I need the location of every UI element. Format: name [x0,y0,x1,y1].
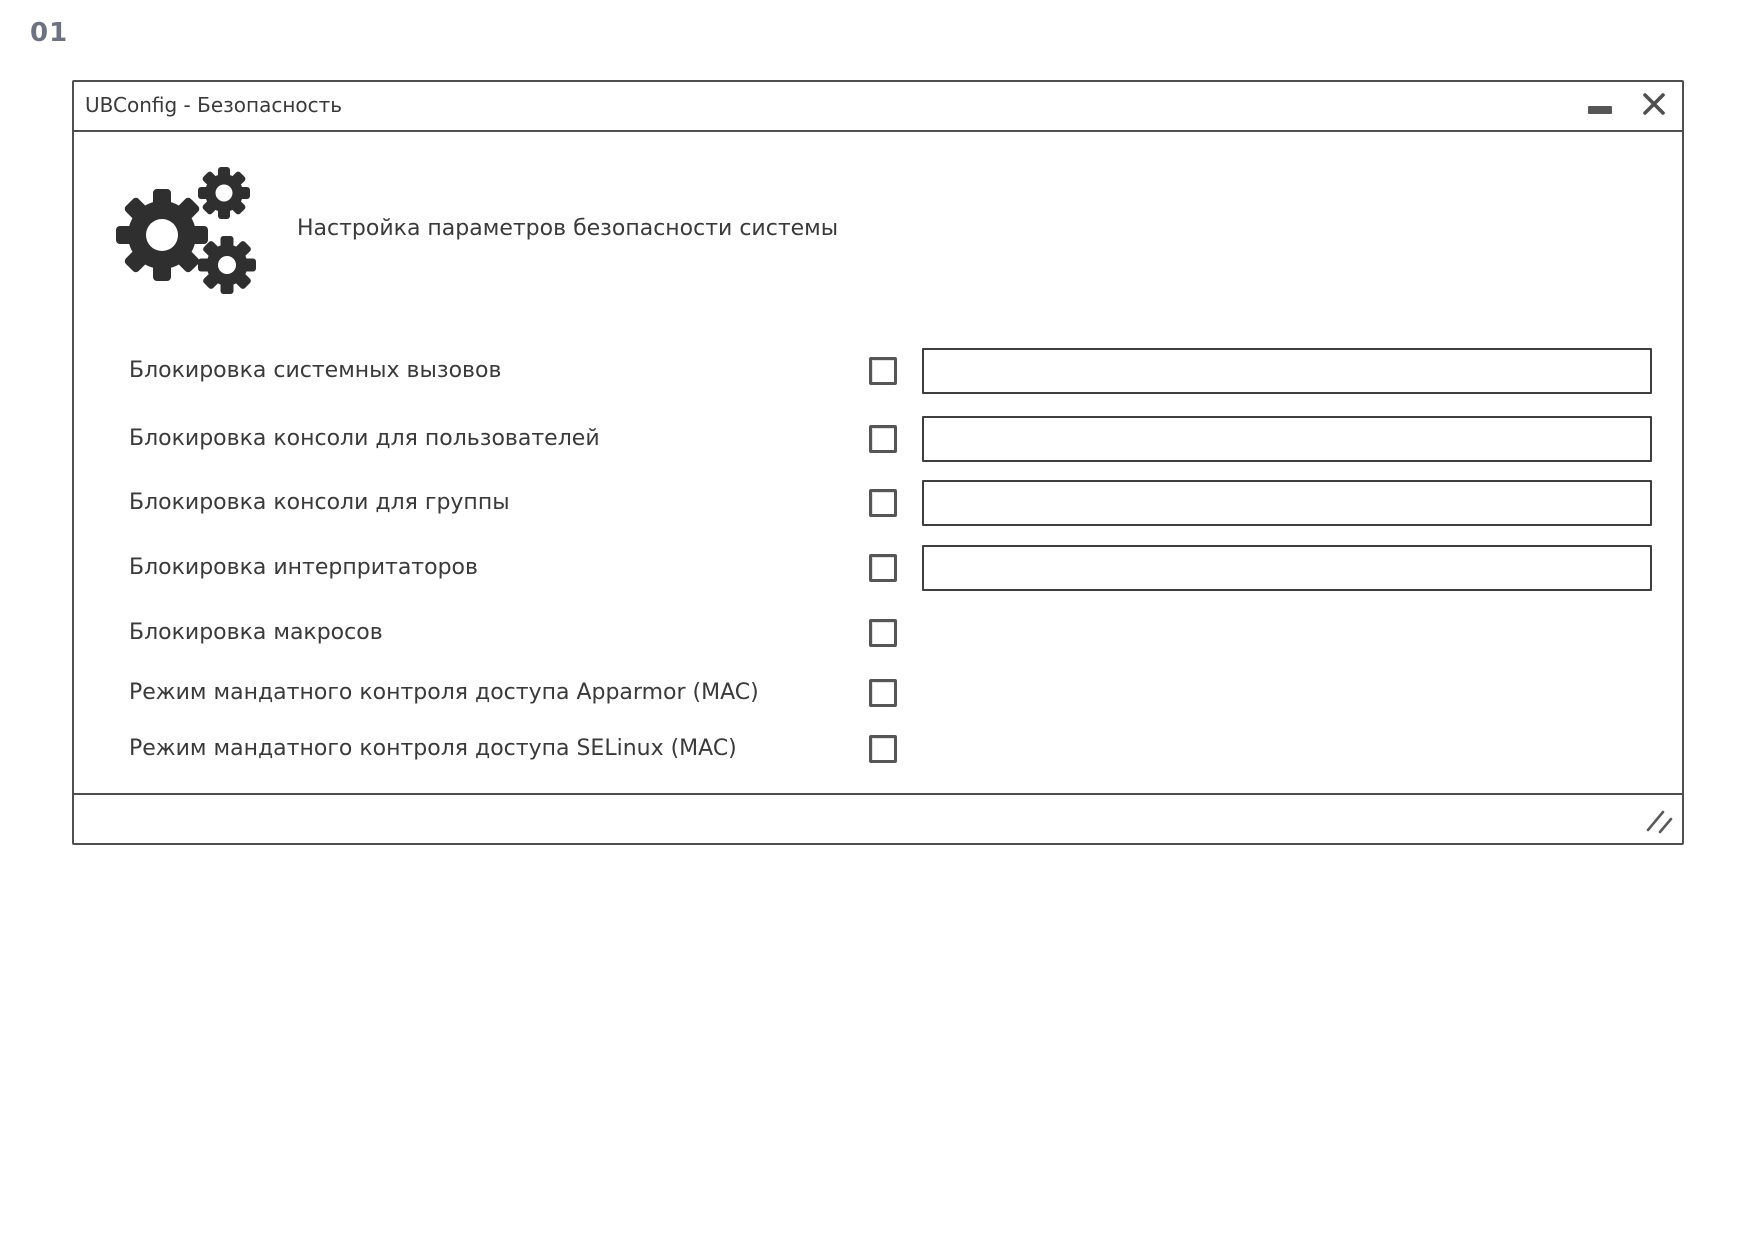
text-input[interactable] [922,348,1652,394]
setting-label: Блокировка интерпритаторов [129,555,478,580]
window-content [74,132,1682,793]
checkbox[interactable] [869,619,897,647]
minimize-button[interactable] [1584,102,1618,118]
text-input[interactable] [922,480,1652,526]
resize-grip-icon[interactable] [1646,809,1673,834]
settings-row [129,669,1652,717]
settings-row [129,415,1652,463]
minimize-icon [1588,106,1612,114]
window-title: UBConfig - Безопасность [85,93,343,117]
setting-label: Блокировка консоли для пользователей [129,426,600,451]
checkbox[interactable] [869,679,897,707]
close-icon [1638,88,1670,120]
settings-row [129,544,1652,592]
checkbox[interactable] [869,425,897,453]
slide-number-label: 01 [30,18,69,48]
setting-label: Блокировка системных вызовов [129,358,502,383]
checkbox[interactable] [869,489,897,517]
settings-row [129,725,1652,773]
setting-label: Режим мандатного контроля доступа Apparmor (MAC) [129,680,759,705]
window-statusbar [74,793,1682,843]
close-button[interactable] [1638,88,1670,120]
text-input[interactable] [922,416,1652,462]
checkbox[interactable] [869,357,897,385]
settings-row [129,479,1652,527]
settings-row [129,347,1652,395]
gears-icon [112,160,262,302]
settings-row [129,609,1652,657]
checkbox[interactable] [869,735,897,763]
setting-label: Блокировка макросов [129,620,383,645]
setting-label: Блокировка консоли для группы [129,490,510,515]
dialog-heading: Настройка параметров безопасности системы [297,216,839,241]
setting-label: Режим мандатного контроля доступа SELinux (MAC) [129,736,737,761]
ubconfig-window [72,80,1684,845]
checkbox[interactable] [869,554,897,582]
text-input[interactable] [922,545,1652,591]
window-titlebar[interactable] [74,82,1682,132]
